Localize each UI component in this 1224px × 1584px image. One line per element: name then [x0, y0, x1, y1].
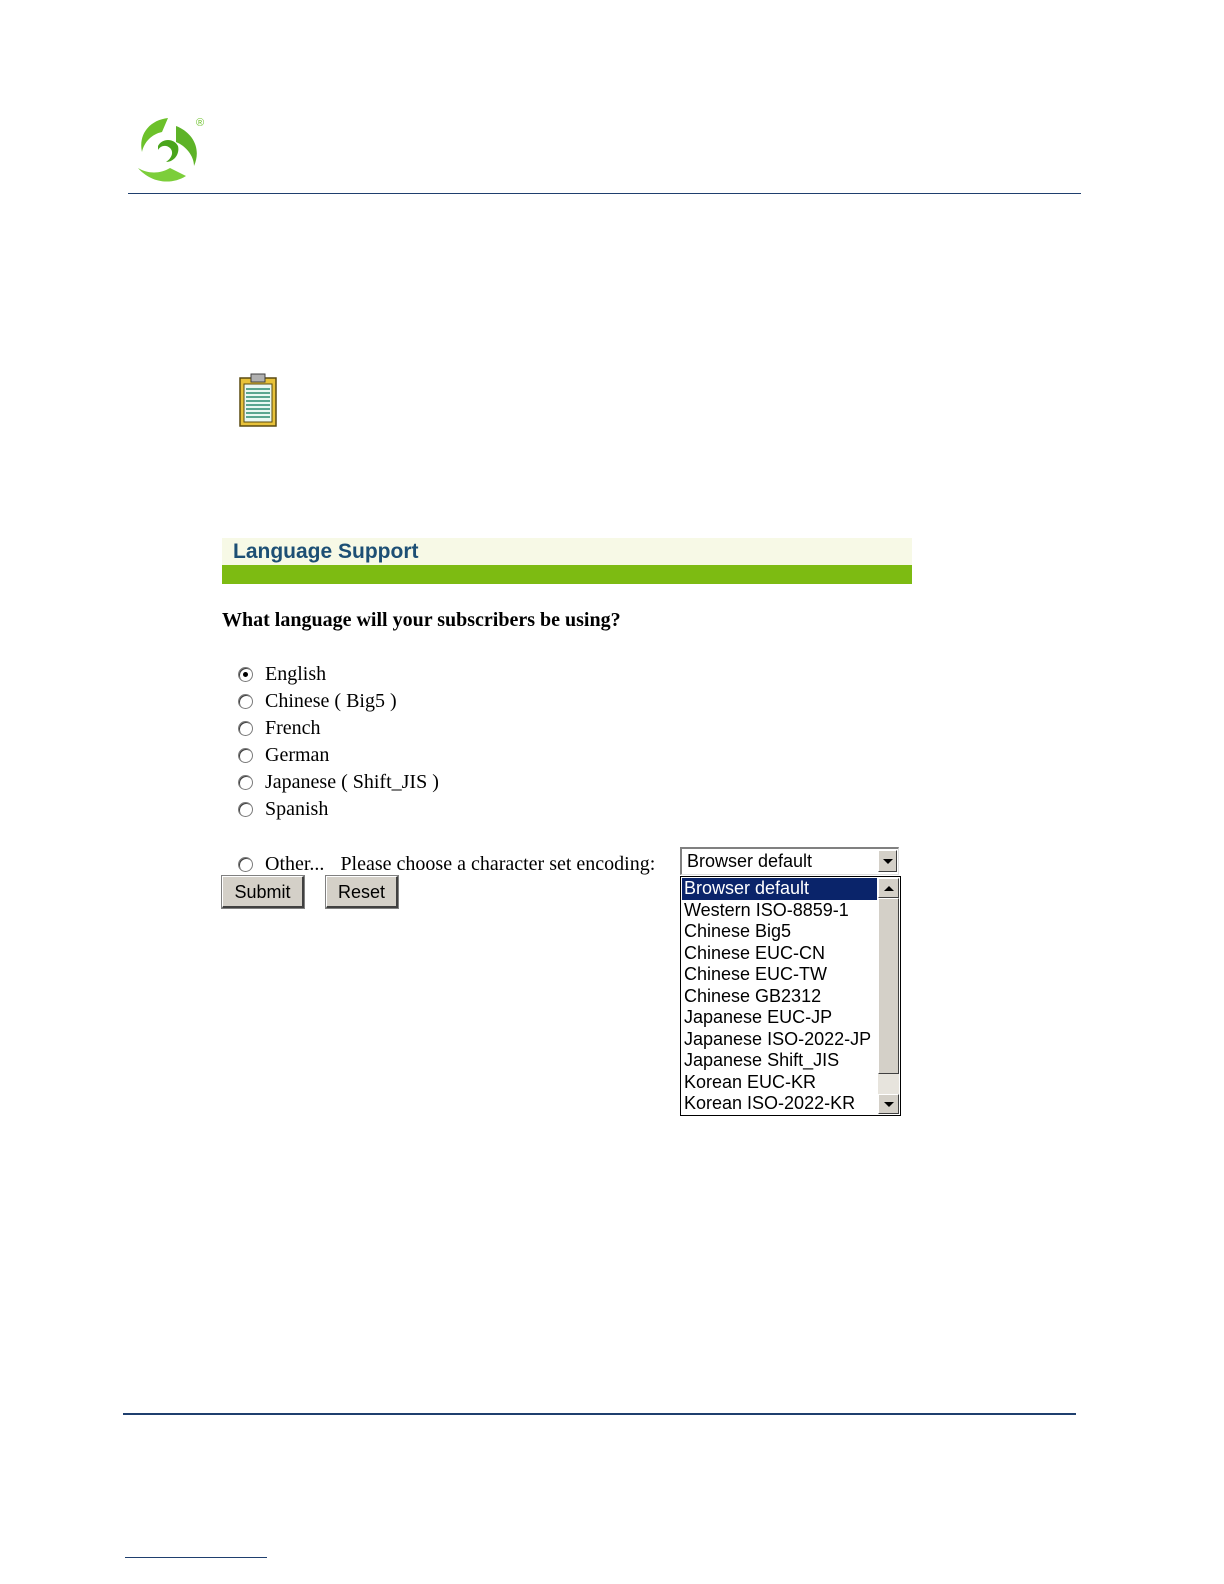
radio-german[interactable]: [238, 748, 253, 763]
encoding-option[interactable]: Korean ISO-2022-KR: [684, 1093, 856, 1113]
encoding-select[interactable]: [680, 847, 899, 875]
encoding-selected-value: Browser default: [687, 851, 813, 871]
language-support-panel: [222, 538, 912, 584]
dropdown-button[interactable]: [878, 850, 897, 872]
radio-option-japanese-shift-jis[interactable]: [238, 770, 439, 794]
panel-accent-bar: [222, 565, 912, 584]
radio-other[interactable]: [238, 857, 253, 872]
radio-spanish[interactable]: [238, 802, 253, 817]
encoding-option[interactable]: Japanese ISO-2022-JP: [684, 1028, 872, 1049]
encoding-option[interactable]: Japanese EUC-JP: [684, 1007, 833, 1027]
scroll-down-button[interactable]: [878, 1094, 899, 1114]
footnote-divider: [125, 1557, 267, 1558]
header-divider: [128, 193, 1081, 194]
list-scrollbar[interactable]: [878, 878, 899, 1114]
scroll-thumb[interactable]: [878, 898, 899, 1074]
encoding-option[interactable]: Japanese Shift_JIS: [684, 1050, 840, 1070]
radio-label: French: [265, 716, 321, 739]
encoding-option[interactable]: Korean EUC-KR: [684, 1071, 817, 1092]
language-question: What language will your subscribers be using?: [222, 609, 621, 631]
radio-label: Spanish: [265, 797, 329, 820]
radio-option-german[interactable]: [238, 743, 329, 767]
radio-chinese-big5[interactable]: [238, 694, 253, 709]
chevron-down-icon: [883, 859, 893, 864]
radio-label: Japanese ( Shift_JIS ): [265, 770, 439, 793]
chevron-up-icon: [884, 886, 894, 891]
chevron-down-icon: [884, 1102, 894, 1107]
footer-divider: [123, 1413, 1076, 1415]
encoding-option[interactable]: Browser default: [682, 878, 877, 900]
encoding-option[interactable]: Western ISO-8859-1: [684, 899, 849, 920]
encoding-option[interactable]: Chinese EUC-TW: [684, 964, 828, 984]
encoding-dropdown-list[interactable]: [680, 876, 901, 1116]
clipboard-icon: [237, 372, 281, 428]
submit-button[interactable]: Submit: [222, 876, 304, 908]
panel-title: Language Support: [222, 538, 912, 565]
radio-french[interactable]: [238, 721, 253, 736]
radio-label: Other...: [265, 852, 325, 875]
radio-option-other[interactable]: [238, 852, 655, 876]
swirl-logo-icon: [128, 112, 212, 186]
encoding-label: Please choose a character set encoding:: [340, 852, 656, 875]
encoding-option[interactable]: Chinese EUC-CN: [684, 942, 826, 963]
radio-option-french[interactable]: [238, 716, 321, 740]
radio-english[interactable]: [238, 667, 253, 682]
encoding-option[interactable]: Chinese Big5: [684, 921, 792, 941]
scroll-up-button[interactable]: [878, 878, 899, 898]
radio-label: German: [265, 743, 330, 766]
radio-option-spanish[interactable]: [238, 797, 328, 821]
radio-label: English: [265, 662, 327, 685]
registered-mark: ®: [196, 117, 205, 129]
company-logo: [128, 112, 212, 186]
radio-label: Chinese ( Big5 ): [265, 689, 397, 712]
radio-japanese-shift-jis[interactable]: [238, 775, 253, 790]
radio-option-chinese-big5[interactable]: [238, 689, 397, 713]
reset-button[interactable]: Reset: [326, 876, 398, 908]
radio-option-english[interactable]: [238, 662, 326, 686]
encoding-option[interactable]: Chinese GB2312: [684, 985, 822, 1006]
